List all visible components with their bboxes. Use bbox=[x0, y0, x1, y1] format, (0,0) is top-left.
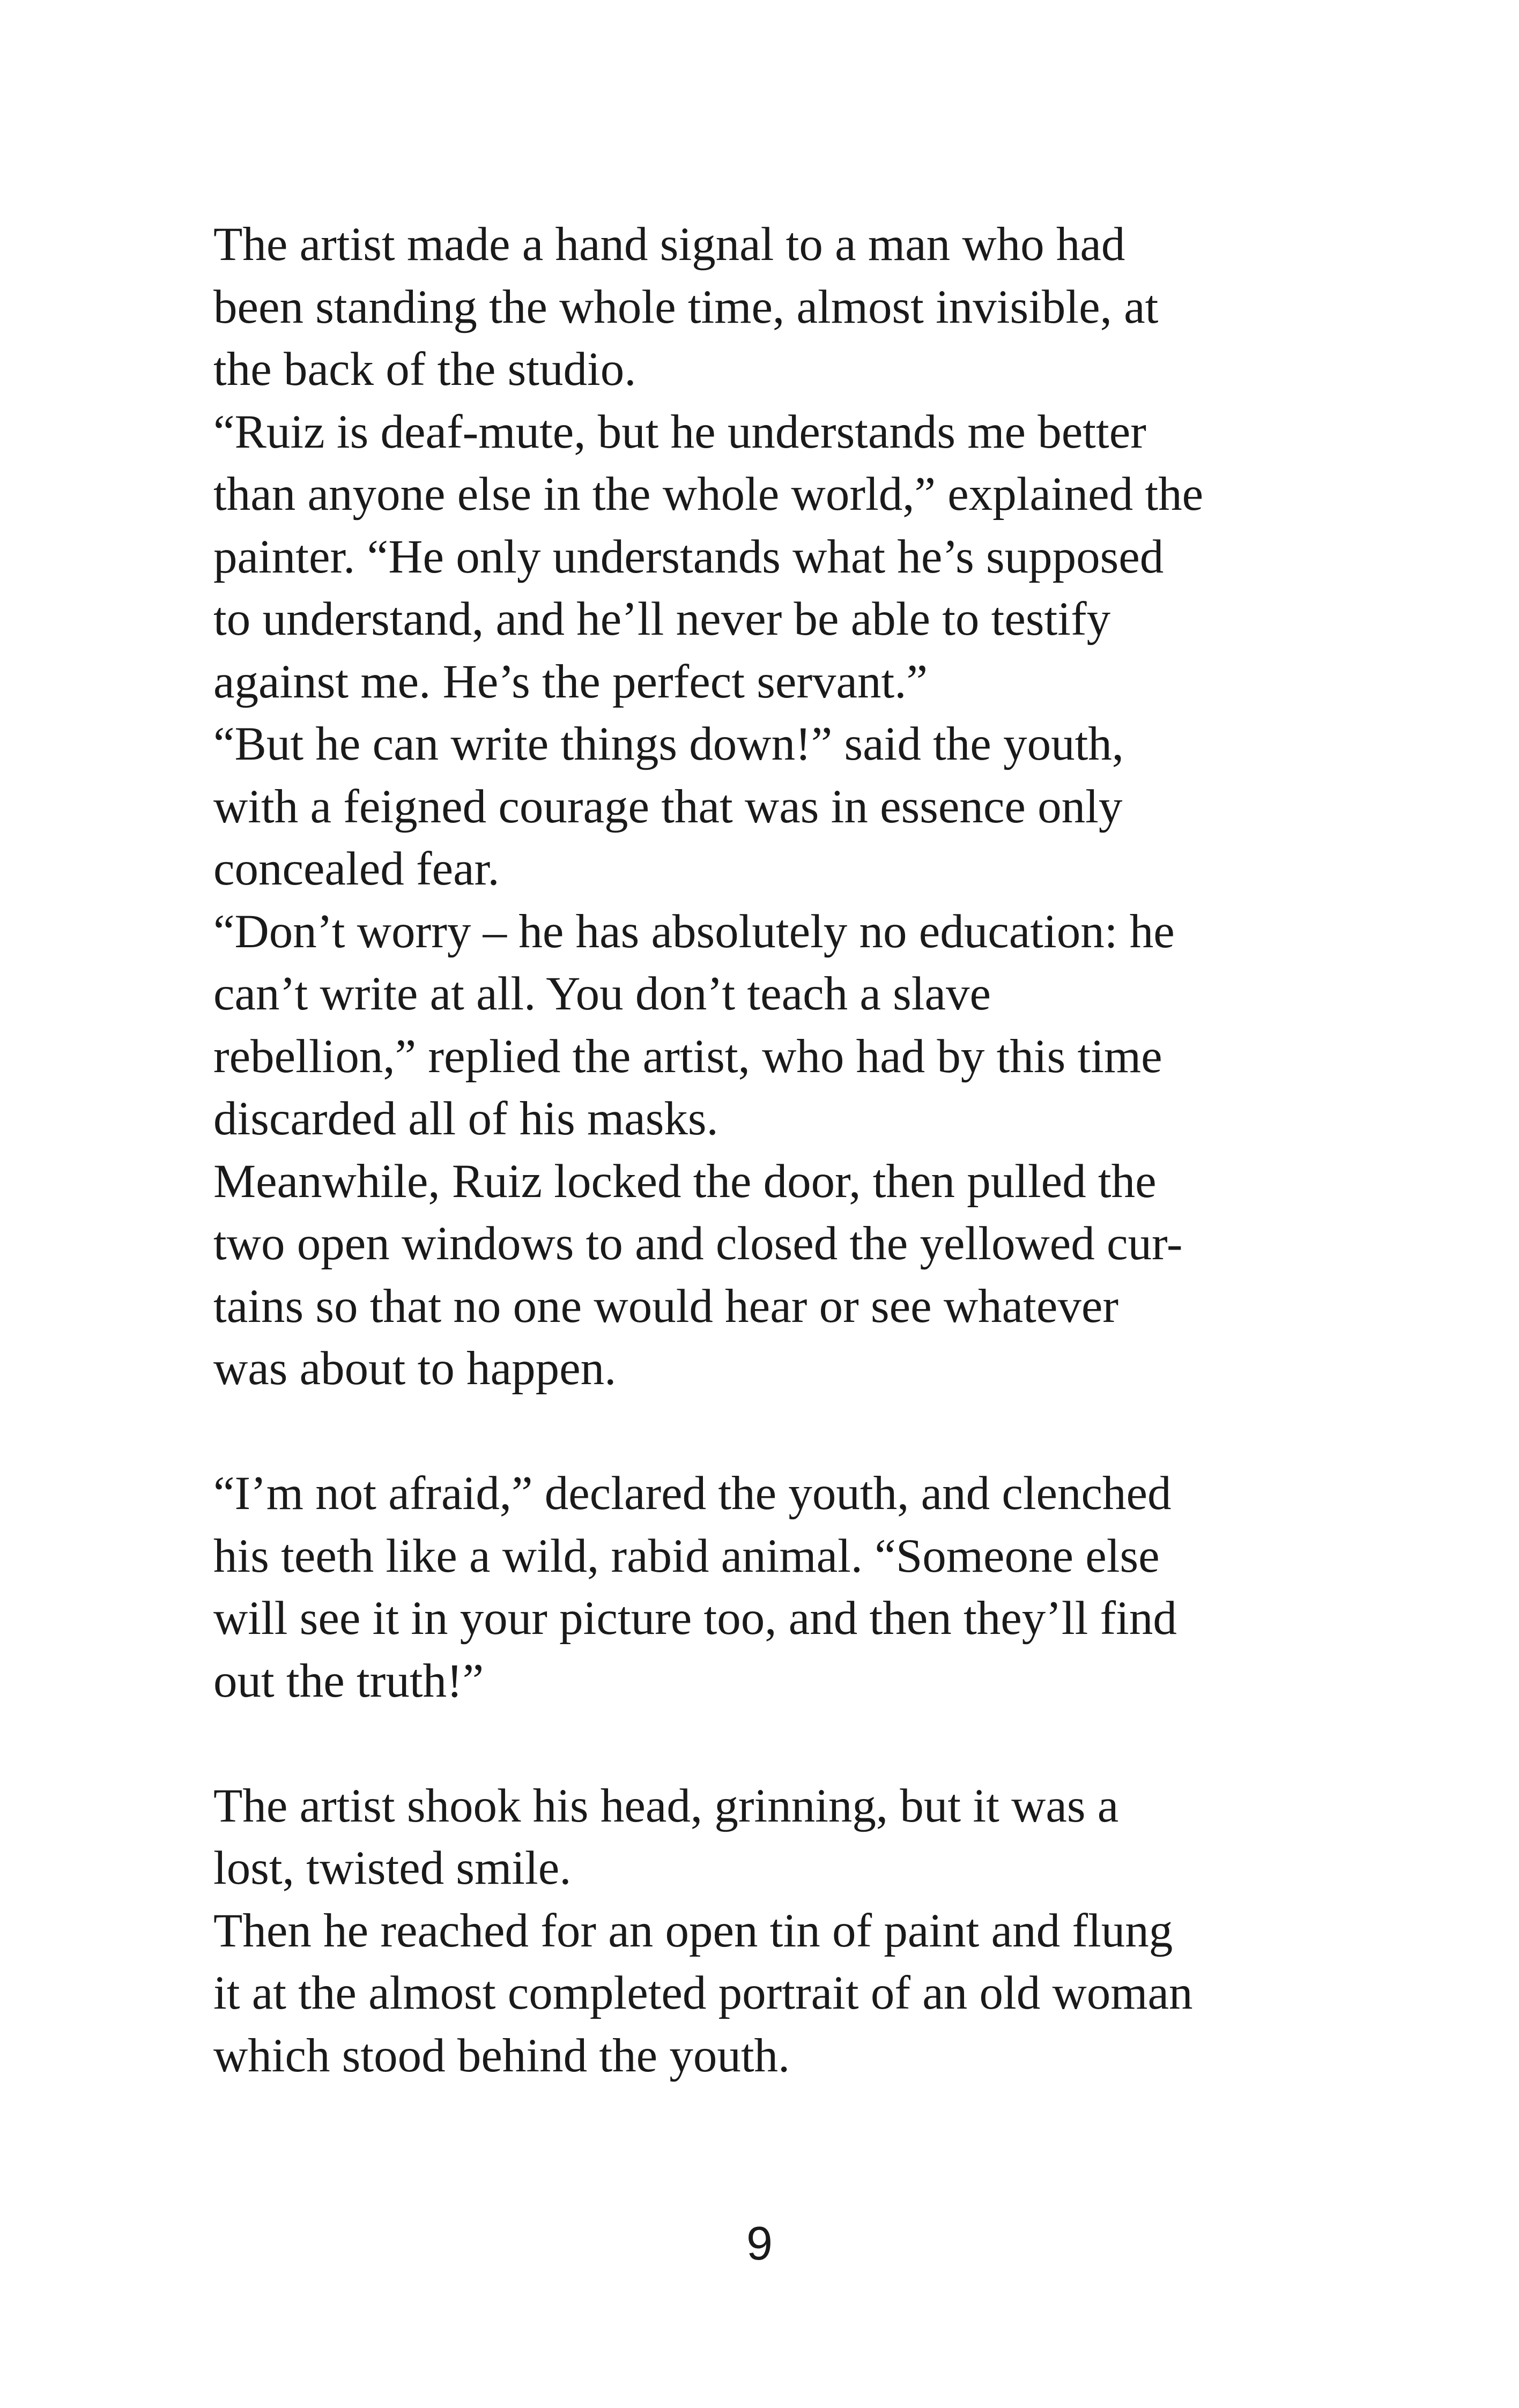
paragraph bbox=[213, 1462, 1382, 1712]
text-line: tains so that no one would hear or see whatever bbox=[213, 1280, 1119, 1333]
text-line: The artist shook his head, grinning, but it was a bbox=[213, 1779, 1119, 1832]
paragraph-gap bbox=[213, 1400, 1382, 1463]
text-line: can’t write at all. You don’t teach a slave bbox=[213, 968, 991, 1020]
text-line: against me. He’s the perfect servant.” bbox=[213, 655, 928, 708]
text-line: two open windows to and closed the yellowed cur- bbox=[213, 1217, 1183, 1270]
text-line: will see it in your picture too, and then they’ll find bbox=[213, 1592, 1177, 1645]
text-line: Meanwhile, Ruiz locked the door, then pulled the bbox=[213, 1155, 1157, 1208]
text-line: his teeth like a wild, rabid animal. “Someone else bbox=[213, 1529, 1160, 1582]
text-line: it at the almost completed portrait of an old woman bbox=[213, 1967, 1193, 2019]
paragraph bbox=[213, 713, 1382, 901]
text-line: “I’m not afraid,” declared the youth, and clenched bbox=[213, 1467, 1172, 1520]
text-line: “Ruiz is deaf-mute, but he understands me better bbox=[213, 405, 1146, 458]
paragraph-gap bbox=[213, 1712, 1382, 1775]
paragraph bbox=[213, 1775, 1382, 1900]
page-number: 9 bbox=[746, 2217, 773, 2270]
text-line: the back of the studio. bbox=[213, 343, 636, 396]
text-line: concealed fear. bbox=[213, 843, 500, 895]
text-line: than anyone else in the whole world,” explained the bbox=[213, 468, 1204, 521]
paragraph bbox=[213, 213, 1382, 401]
paragraph bbox=[213, 901, 1382, 1150]
paragraph bbox=[213, 1150, 1382, 1400]
text-line: to understand, and he’ll never be able to testify bbox=[213, 593, 1111, 645]
text-line: with a feigned courage that was in essence only bbox=[213, 780, 1123, 833]
text-line: “But he can write things down!” said the youth, bbox=[213, 718, 1124, 770]
body-text bbox=[213, 213, 1382, 2087]
text-line: “Don’t worry – he has absolutely no education: he bbox=[213, 905, 1175, 958]
text-line: was about to happen. bbox=[213, 1342, 617, 1395]
paragraph bbox=[213, 401, 1382, 714]
text-line: been standing the whole time, almost invisible, at bbox=[213, 280, 1159, 333]
text-line: The artist made a hand signal to a man who had bbox=[213, 218, 1125, 271]
text-line: lost, twisted smile. bbox=[213, 1842, 572, 1894]
text-line: which stood behind the youth. bbox=[213, 2029, 790, 2082]
text-line: discarded all of his masks. bbox=[213, 1092, 718, 1145]
text-line: painter. “He only understands what he’s supposed bbox=[213, 530, 1164, 583]
text-line: rebellion,” replied the artist, who had by this time bbox=[213, 1030, 1162, 1083]
text-line: Then he reached for an open tin of paint and flung bbox=[213, 1904, 1173, 1957]
text-line: out the truth!” bbox=[213, 1654, 484, 1707]
paragraph bbox=[213, 1900, 1382, 2087]
